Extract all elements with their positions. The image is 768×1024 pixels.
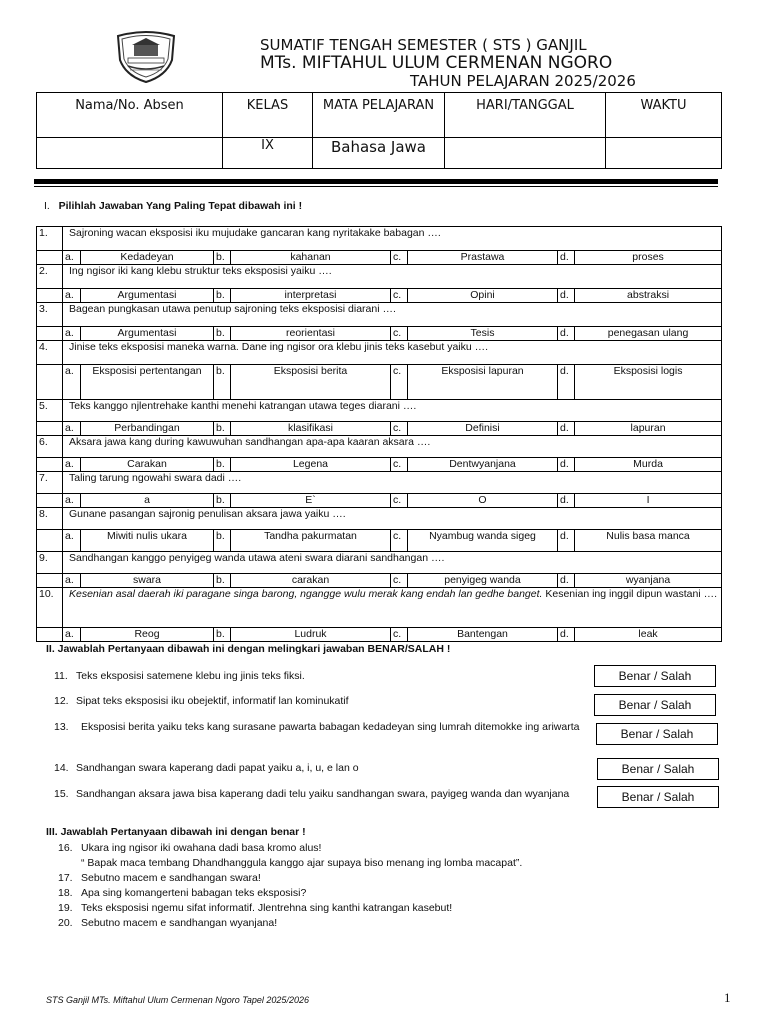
option-letter: d.	[558, 530, 575, 552]
option-letter: a.	[63, 530, 81, 552]
question-number: 5.	[37, 400, 63, 422]
essay-question	[58, 916, 277, 931]
essay-text: Apa sing komangerteni babagan teks eksposisi?	[81, 887, 307, 899]
option-letter: c.	[391, 251, 408, 265]
question-number: 4.	[37, 341, 63, 365]
header-time: WAKTU	[606, 93, 722, 138]
question-text: Taling tarung ngowahi swara dadi ….	[63, 472, 722, 494]
answer-option[interactable]: Tandha pakurmatan	[231, 530, 391, 552]
answer-option[interactable]: Perbandingan	[81, 422, 214, 436]
essay-text: Ukara ing ngisor iki owahana dadi basa kromo alus!	[81, 842, 322, 854]
option-letter: c.	[391, 365, 408, 400]
option-letter: b.	[214, 628, 231, 642]
option-letter: c.	[391, 289, 408, 303]
truefalse-statement	[54, 694, 584, 708]
answer-option[interactable]: abstraksi	[575, 289, 722, 303]
answer-option[interactable]: Carakan	[81, 458, 214, 472]
option-letter: c.	[391, 458, 408, 472]
question-text: Aksara jawa kang during kawuwuhan sandhangan apa-apa kaaran aksara ….	[63, 436, 722, 458]
answer-option[interactable]: I	[575, 494, 722, 508]
answer-option[interactable]: Definisi	[408, 422, 558, 436]
multiple-choice-table	[36, 226, 722, 642]
benar-salah-box[interactable]: Benar / Salah	[596, 723, 718, 745]
truefalse-statement	[54, 761, 584, 775]
option-letter: a.	[63, 458, 81, 472]
statement-number: 14.	[54, 762, 69, 774]
answer-option[interactable]: wyanjana	[575, 574, 722, 588]
question-number: 7.	[37, 472, 63, 494]
option-letter: d.	[558, 327, 575, 341]
statement-text: Sandhangan swara kaperang dadi papat yaiku a, i, u, e lan o	[76, 762, 359, 774]
statement-text: Sandhangan aksara jawa bisa kaperang dadi telu yaiku sandhangan swara, payigeg wanda dan wyanjana	[76, 788, 570, 800]
section2-title: II. Jawablah Pertanyaan dibawah ini dengan melingkari jawaban BENAR/SALAH !	[46, 643, 451, 655]
statement-number: 13.	[54, 721, 69, 733]
option-spacer	[37, 327, 63, 341]
answer-option[interactable]: lapuran	[575, 422, 722, 436]
option-letter: a.	[63, 422, 81, 436]
identity-table	[36, 92, 722, 169]
essay-question	[58, 901, 452, 916]
subject-value: Bahasa Jawa	[313, 138, 445, 169]
option-letter: a.	[63, 327, 81, 341]
answer-option[interactable]: Miwiti nulis ukara	[81, 530, 214, 552]
question-text: Jinise teks eksposisi maneka warna. Dane ing ngisor ora klebu jinis teks kasebut yaiku ….	[63, 341, 722, 365]
essay-number	[58, 856, 81, 871]
answer-option[interactable]: Dentwyanjana	[408, 458, 558, 472]
section3-title: III. Jawablah Pertanyaan dibawah ini dengan benar !	[46, 826, 306, 838]
answer-option[interactable]: Kedadeyan	[81, 251, 214, 265]
answer-option[interactable]: Argumentasi	[81, 327, 214, 341]
answer-option[interactable]: penyigeg wanda	[408, 574, 558, 588]
answer-option[interactable]: Opini	[408, 289, 558, 303]
option-letter: d.	[558, 574, 575, 588]
essay-text: Teks eksposisi ngemu sifat informatif. Jlentrehna sing kanthi katrangan kasebut!	[81, 902, 453, 914]
answer-option[interactable]: Nulis basa manca	[575, 530, 722, 552]
answer-option[interactable]: a	[81, 494, 214, 508]
answer-option[interactable]: klasifikasi	[231, 422, 391, 436]
page-number: 1	[724, 990, 731, 1005]
option-letter: b.	[214, 458, 231, 472]
truefalse-statement	[54, 787, 584, 801]
name-field[interactable]	[37, 138, 223, 169]
footer-text: STS Ganjil MTs. Miftahul Ulum Cermenan Ngoro Tapel 2025/2026	[46, 995, 309, 1005]
option-letter: c.	[391, 422, 408, 436]
answer-option[interactable]: reorientasi	[231, 327, 391, 341]
section1-number: I.	[44, 200, 50, 212]
answer-option[interactable]: Bantengan	[408, 628, 558, 642]
option-spacer	[37, 251, 63, 265]
answer-option[interactable]: Argumentasi	[81, 289, 214, 303]
question-number: 3.	[37, 303, 63, 327]
essay-number: 18.	[58, 887, 73, 899]
essay-text: Sebutno macem e sandhangan wyanjana!	[81, 917, 278, 929]
essay-question	[58, 841, 321, 856]
option-spacer	[37, 574, 63, 588]
option-letter: d.	[558, 422, 575, 436]
header-date: HARI/TANGGAL	[445, 93, 606, 138]
essay-number: 20.	[58, 917, 73, 929]
option-spacer	[37, 494, 63, 508]
option-letter: a.	[63, 289, 81, 303]
essay-text: Sebutno macem e sandhangan swara!	[81, 872, 261, 884]
option-letter: b.	[214, 530, 231, 552]
option-letter: a.	[63, 494, 81, 508]
question-text: Sandhangan kanggo penyigeg wanda utawa ateni swara diarani sandhangan ….	[63, 552, 722, 574]
essay-question	[58, 856, 522, 871]
question-number: 6.	[37, 436, 63, 458]
divider-thick	[34, 179, 718, 184]
option-spacer	[37, 530, 63, 552]
header-subject: MATA PELAJARAN	[313, 93, 445, 138]
option-letter: a.	[63, 365, 81, 400]
statement-text: Teks eksposisi satemene klebu ing jinis teks fiksi.	[76, 670, 305, 682]
option-letter: d.	[558, 628, 575, 642]
question-number: 8.	[37, 508, 63, 530]
truefalse-statement	[54, 669, 584, 683]
question-number: 1.	[37, 227, 63, 251]
option-letter: d.	[558, 289, 575, 303]
answer-option[interactable]: Tesis	[408, 327, 558, 341]
option-letter: b.	[214, 494, 231, 508]
question-number: 2.	[37, 265, 63, 289]
answer-option[interactable]: proses	[575, 251, 722, 265]
question-number: 10.	[37, 588, 63, 628]
essay-number: 17.	[58, 872, 73, 884]
academic-year: TAHUN PELAJARAN 2025/2026	[410, 72, 636, 90]
answer-option[interactable]: kahanan	[231, 251, 391, 265]
option-letter: b.	[214, 327, 231, 341]
option-letter: a.	[63, 628, 81, 642]
option-letter: b.	[214, 574, 231, 588]
question-text: Sajroning wacan eksposisi iku mujudake gancaran kang nyritakake babagan ….	[63, 227, 722, 251]
answer-option[interactable]: penegasan ulang	[575, 327, 722, 341]
option-letter: d.	[558, 458, 575, 472]
answer-option[interactable]: E`	[231, 494, 391, 508]
option-letter: a.	[63, 574, 81, 588]
statement-number: 12.	[54, 695, 69, 707]
answer-option[interactable]: carakan	[231, 574, 391, 588]
question-text: Bagean pungkasan utawa penutup sajroning teks eksposisi diarani ….	[63, 303, 722, 327]
essay-question	[58, 886, 306, 901]
benar-salah-box[interactable]: Benar / Salah	[594, 694, 716, 716]
question-text-italic: Kesenian asal daerah iki paragane singa barong, ngangge wulu merak kang endah lan gedhe banget.	[69, 588, 543, 600]
header-class: KELAS	[223, 93, 313, 138]
question-text-rest: Kesenian ing inggil dipun wastani ….	[542, 588, 717, 600]
question-text: Teks kanggo njlentrehake kanthi menehi katrangan utawa teges diarani ….	[63, 400, 722, 422]
option-spacer	[37, 289, 63, 303]
answer-option[interactable]: Eksposisi lapuran	[408, 365, 558, 400]
answer-option[interactable]: Murda	[575, 458, 722, 472]
answer-option[interactable]: Eksposisi pertentangan	[81, 365, 214, 400]
option-letter: c.	[391, 327, 408, 341]
divider-thin	[34, 186, 718, 187]
option-spacer	[37, 628, 63, 642]
statement-number: 11.	[54, 670, 68, 682]
answer-option[interactable]: Nyambug wanda sigeg	[408, 530, 558, 552]
exam-title: SUMATIF TENGAH SEMESTER ( STS ) GANJIL	[260, 36, 587, 54]
school-logo	[114, 30, 178, 84]
time-field[interactable]	[606, 138, 722, 169]
option-letter: b.	[214, 365, 231, 400]
date-field[interactable]	[445, 138, 606, 169]
option-letter: c.	[391, 530, 408, 552]
essay-number: 19.	[58, 902, 73, 914]
answer-option[interactable]: Eksposisi logis	[575, 365, 722, 400]
answer-option[interactable]: interpretasi	[231, 289, 391, 303]
option-letter: d.	[558, 365, 575, 400]
answer-option[interactable]: Reog	[81, 628, 214, 642]
statement-number: 15.	[54, 788, 69, 800]
answer-option[interactable]: O	[408, 494, 558, 508]
answer-option[interactable]: Prastawa	[408, 251, 558, 265]
option-letter: c.	[391, 494, 408, 508]
section1-title: Pilihlah Jawaban Yang Paling Tepat dibawah ini !	[58, 200, 303, 212]
option-letter: d.	[558, 494, 575, 508]
option-spacer	[37, 458, 63, 472]
essay-text: “ Bapak maca tembang Dhandhanggula kanggo ajar supaya biso menang ing lomba macapat”.	[81, 857, 523, 869]
answer-option[interactable]: swara	[81, 574, 214, 588]
option-letter: a.	[63, 251, 81, 265]
question-text: Ing ngisor iki kang klebu struktur teks eksposisi yaiku ….	[63, 265, 722, 289]
answer-option[interactable]: Legena	[231, 458, 391, 472]
question-text: Gunane pasangan sajronig penulisan aksara jawa yaiku ….	[63, 508, 722, 530]
answer-option[interactable]: Ludruk	[231, 628, 391, 642]
statement-text: Sipat teks eksposisi iku obejektif, informatif lan kominukatif	[76, 695, 349, 707]
essay-number: 16.	[58, 842, 73, 854]
benar-salah-box[interactable]: Benar / Salah	[597, 786, 719, 808]
answer-option[interactable]: leak	[575, 628, 722, 642]
essay-question	[58, 871, 261, 886]
answer-option[interactable]: Eksposisi berita	[231, 365, 391, 400]
class-value: IX	[223, 138, 313, 169]
option-letter: b.	[214, 289, 231, 303]
school-name: MTs. MIFTAHUL ULUM CERMENAN NGORO	[260, 53, 613, 73]
option-letter: b.	[214, 251, 231, 265]
question-number: 9.	[37, 552, 63, 574]
benar-salah-box[interactable]: Benar / Salah	[597, 758, 719, 780]
question-text	[63, 588, 722, 628]
option-letter: c.	[391, 628, 408, 642]
option-spacer	[37, 422, 63, 436]
header-name: Nama/No. Absen	[37, 93, 223, 138]
benar-salah-box[interactable]: Benar / Salah	[594, 665, 716, 687]
section1-heading	[44, 200, 302, 212]
truefalse-statement	[54, 720, 584, 734]
option-letter: d.	[558, 251, 575, 265]
option-spacer	[37, 365, 63, 400]
option-letter: c.	[391, 574, 408, 588]
statement-text: Eksposisi berita yaiku teks kang surasane pawarta babagan kedadeyan sing lumrah ditemokke ing ariwarta	[81, 721, 580, 733]
option-letter: b.	[214, 422, 231, 436]
